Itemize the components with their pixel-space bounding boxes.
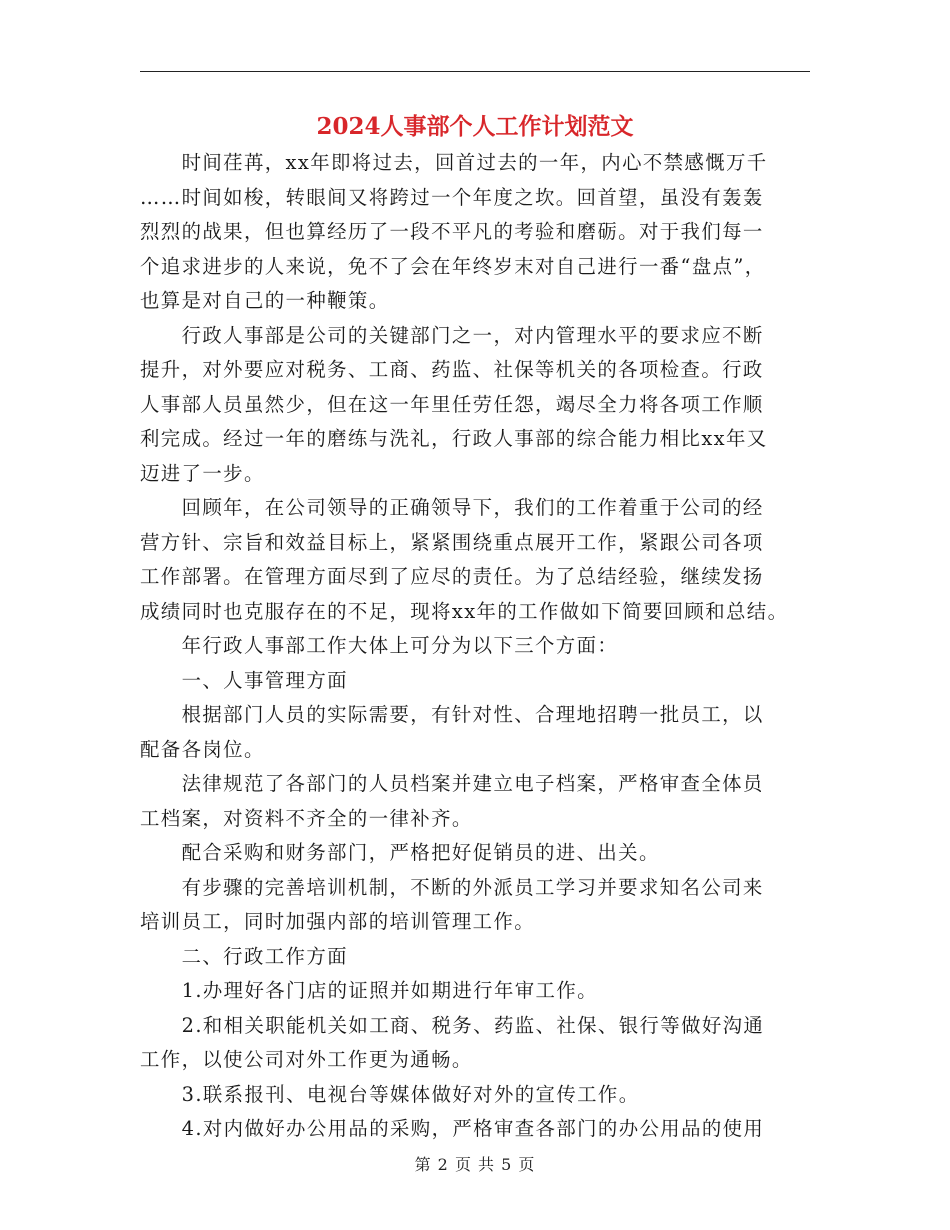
text-line: 根据部门人员的实际需要，有针对性、合理地招聘一批员工，以 [140,703,764,726]
text-line: 2.和相关职能机关如工商、税务、药监、社保、银行等做好沟通 [140,1013,765,1037]
text-line: 配备各岗位。 [140,737,265,761]
text-line: 二、行政工作方面 [140,944,348,968]
text-line: 个追求进步的人来说，免不了会在年终岁末对自己进行一番“盘点”， [140,254,766,278]
text-line: 成绩同时也克服存在的不足，现将xx年的工作做如下简要回顾和总结。 [140,599,789,623]
text-line: 3.联系报刊、电视台等媒体做好对外的宣传工作。 [140,1082,640,1106]
paragraph [140,319,810,492]
paragraph [140,974,810,1009]
paragraph [140,146,810,319]
text-line: 回顾年，在公司领导的正确领导下，我们的工作着重于公司的经 [140,496,764,519]
text-line: 1.办理好各门店的证照并如期进行年审工作。 [140,979,598,1002]
text-line: ……时间如梭，转眼间又将跨过一个年度之坎。回首望，虽没有轰轰 [140,185,764,209]
paragraph [140,1009,810,1078]
text-line: 法律规范了各部门的人员档案并建立电子档案，严格审查全体员 [140,772,764,795]
text-line: 提升，对外要应对税务、工商、药监、社保等机关的各项检查。行政 [140,358,764,381]
text-line: 迈进了一步。 [140,461,265,485]
page-footer: 第 2 页 共 5 页 [414,1155,536,1174]
text-line: 利完成。经过一年的磨练与洗礼，行政人事部的综合能力相比xx年又 [140,427,768,450]
paragraph [140,629,810,664]
paragraph [140,491,810,629]
text-line: 年行政人事部工作大体上可分为以下三个方面： [140,634,619,657]
text-line: 时间荏苒，xx年即将过去，回首过去的一年，内心不禁感慨万千 [140,151,768,174]
paragraph [140,940,810,975]
paragraph [140,767,810,836]
text-line: 营方针、宗旨和效益目标上，紧紧围绕重点展开工作，紧跟公司各项 [140,530,764,554]
text-line: 烈烈的战果，但也算经历了一段不平凡的考验和磨砺。对于我们每一 [140,220,764,243]
paragraph [140,871,810,940]
document-title: 2024人事部个人工作计划范文 [316,113,634,140]
text-line: 4.对内做好办公用品的采购，严格审查各部门的办公用品的使用 [140,1117,765,1140]
paragraph [140,664,810,699]
text-line: 工作，以使公司对外工作更为通畅。 [140,1048,473,1071]
text-line: 一、人事管理方面 [140,668,348,692]
header-rule [140,71,810,72]
text-line: 人事部人员虽然少，但在这一年里任劳任怨，竭尽全力将各项工作顺 [140,392,764,416]
text-line: 配合采购和财务部门，严格把好促销员的进、出关。 [140,841,660,864]
text-line: 工档案，对资料不齐全的一律补齐。 [140,806,473,830]
paragraph [140,1112,810,1147]
text-line: 培训员工，同时加强内部的培训管理工作。 [140,910,536,933]
text-line: 工作部署。在管理方面尽到了应尽的责任。为了总结经验，继续发扬 [140,565,764,588]
text-line: 也算是对自己的一种鞭策。 [140,289,390,312]
text-line: 行政人事部是公司的关键部门之一，对内管理水平的要求应不断 [140,323,764,347]
paragraph [140,1078,810,1113]
document-body [140,146,810,1147]
paragraph [140,698,810,767]
paragraph [140,836,810,871]
text-line: 有步骤的完善培训机制，不断的外派员工学习并要求知名公司来 [140,875,764,899]
